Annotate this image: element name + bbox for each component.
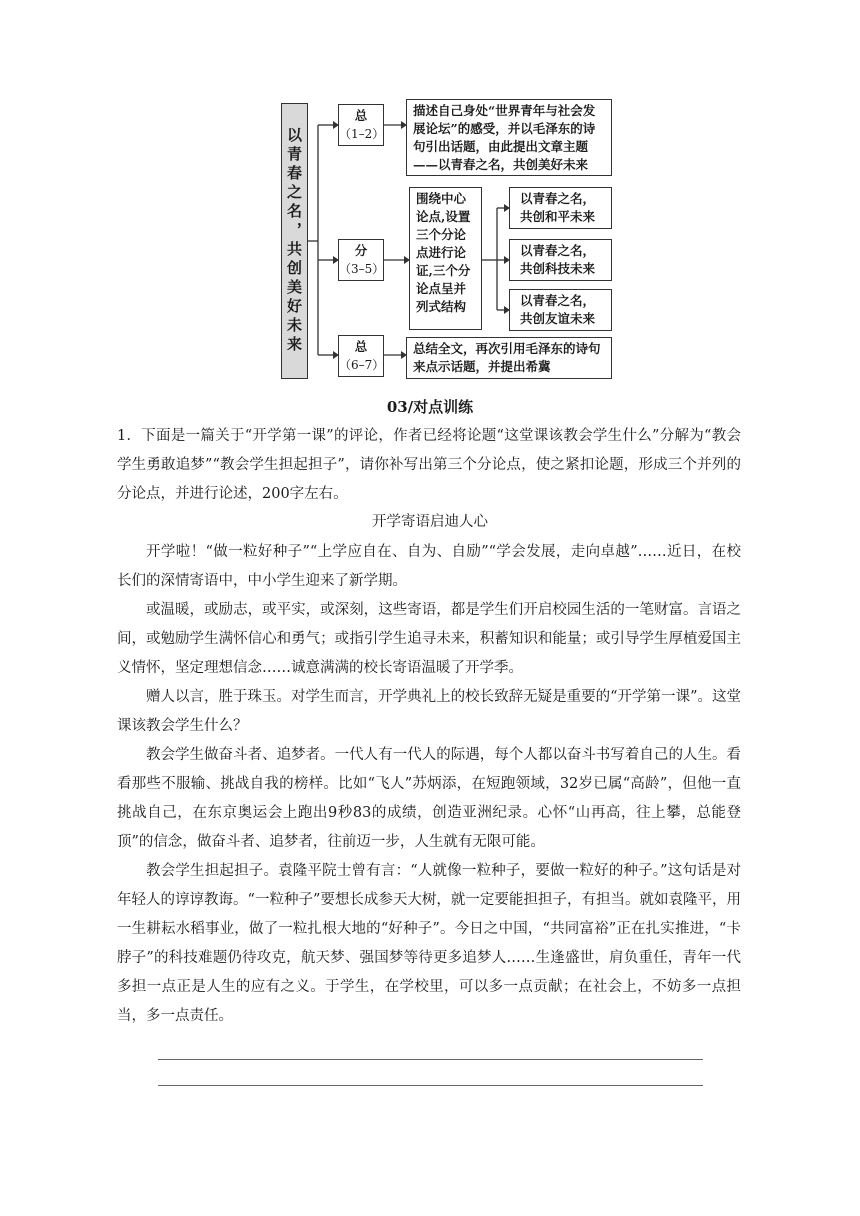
zong-intro-description: 描述自己身处“世界青年与社会发展论坛”的感受，并以毛泽东的诗句引出话题，由此提出文章主题——以青春之名，共创美好未来	[406, 99, 612, 176]
fen-label: 分	[354, 243, 368, 258]
fen-box	[338, 239, 384, 281]
zong-intro-range: （1–2）	[339, 127, 385, 141]
section-title: 03/对点训练	[386, 398, 474, 416]
zong-conclusion-box	[338, 335, 384, 377]
essay-paragraph-4: 教会学生做奋斗者、追梦者。一代人有一代人的际遇，每个人都以奋斗书写着自己的人生。看看那些不服输、挑战自我的榜样。比如“飞人”苏炳添，在短跑领域，32岁已属“高龄”，但他一直挑战自己，在东京奥运会上跑出9秒83的成绩，创造亚洲纪录。心怀“山再高，往上攀，总能登顶”的信念，做奋斗者、追梦者，往前迈一步，人生就有无限可能。	[117, 747, 741, 850]
zong-conclusion-range: （6–7）	[339, 358, 385, 372]
answer-line	[158, 1085, 703, 1086]
essay-title: 开学寄语启迪人心	[372, 514, 488, 530]
fen-description: 围绕中心论点,设置三个分论点进行论证,三个分论点呈并列式结构	[409, 187, 482, 330]
sub-point-peace: 以青春之名，共创和平未来	[509, 187, 612, 229]
answer-line	[158, 1059, 703, 1060]
zong-conclusion-label: 总	[354, 339, 368, 354]
theme-bar	[281, 103, 308, 379]
structure-diagram	[270, 96, 620, 386]
sub-point-technology: 以青春之名，共创科技未来	[509, 239, 612, 281]
question-text: 1．下面是一篇关于“开学第一课”的评论，作者已经将论题“这堂课该教会学生什么”分解为“教会学生勇敢追梦”“教会学生担起担子”，请你补写出第三个分论点，使之紧扣论题，形成三个并列的分论点，并进行论述，200字左右。	[117, 428, 741, 502]
essay-paragraph-2: 或温暖，或励志，或平实，或深刻，这些寄语，都是学生们开启校园生活的一笔财富。言语之间，或勉励学生满怀信心和勇气；或指引学生追寻未来，积蓄知识和能量；或引导学生厚植爱国主义情怀，坚定理想信念……诚意满满的校长寄语温暖了开学季。	[117, 602, 741, 676]
theme-text: 以青春之名，共创美好未来	[285, 127, 303, 355]
essay-paragraph-1: 开学啦！“做一粒好种子”“上学应自在、自为、自励”“学会发展，走向卓越”……近日，在校长们的深情寄语中，中小学生迎来了新学期。	[117, 544, 741, 589]
fen-range: （3–5）	[339, 262, 385, 276]
sub-point-friendship: 以青春之名，共创友谊未来	[509, 289, 612, 331]
zong-intro-label: 总	[354, 108, 368, 123]
zong-intro-box	[338, 104, 384, 146]
essay-paragraph-5: 教会学生担起担子。袁隆平院士曾有言：“人就像一粒种子，要做一粒好的种子。”这句话是对年轻人的谆谆教诲。“一粒种子”要想长成参天大树，就一定要能担担子，有担当。就如袁隆平，用一生耕耘水稻事业，做了一粒扎根大地的“好种子”。今日之中国，“共同富裕”正在扎实推进，“卡脖子”的科技难题仍待攻克，航天梦、强国梦等待更多追梦人……生逢盛世，肩负重任，青年一代多担一点正是人生的应有之义。于学生，在学校里，可以多一点贡献；在社会上，不妨多一点担当，多一点责任。	[117, 863, 741, 1024]
zong-conclusion-description: 总结全文，再次引用毛泽东的诗句来点示话题，并提出希冀	[406, 337, 612, 379]
essay-paragraph-3: 赠人以言，胜于珠玉。对学生而言，开学典礼上的校长致辞无疑是重要的“开学第一课”。这堂课该教会学生什么？	[117, 689, 741, 734]
